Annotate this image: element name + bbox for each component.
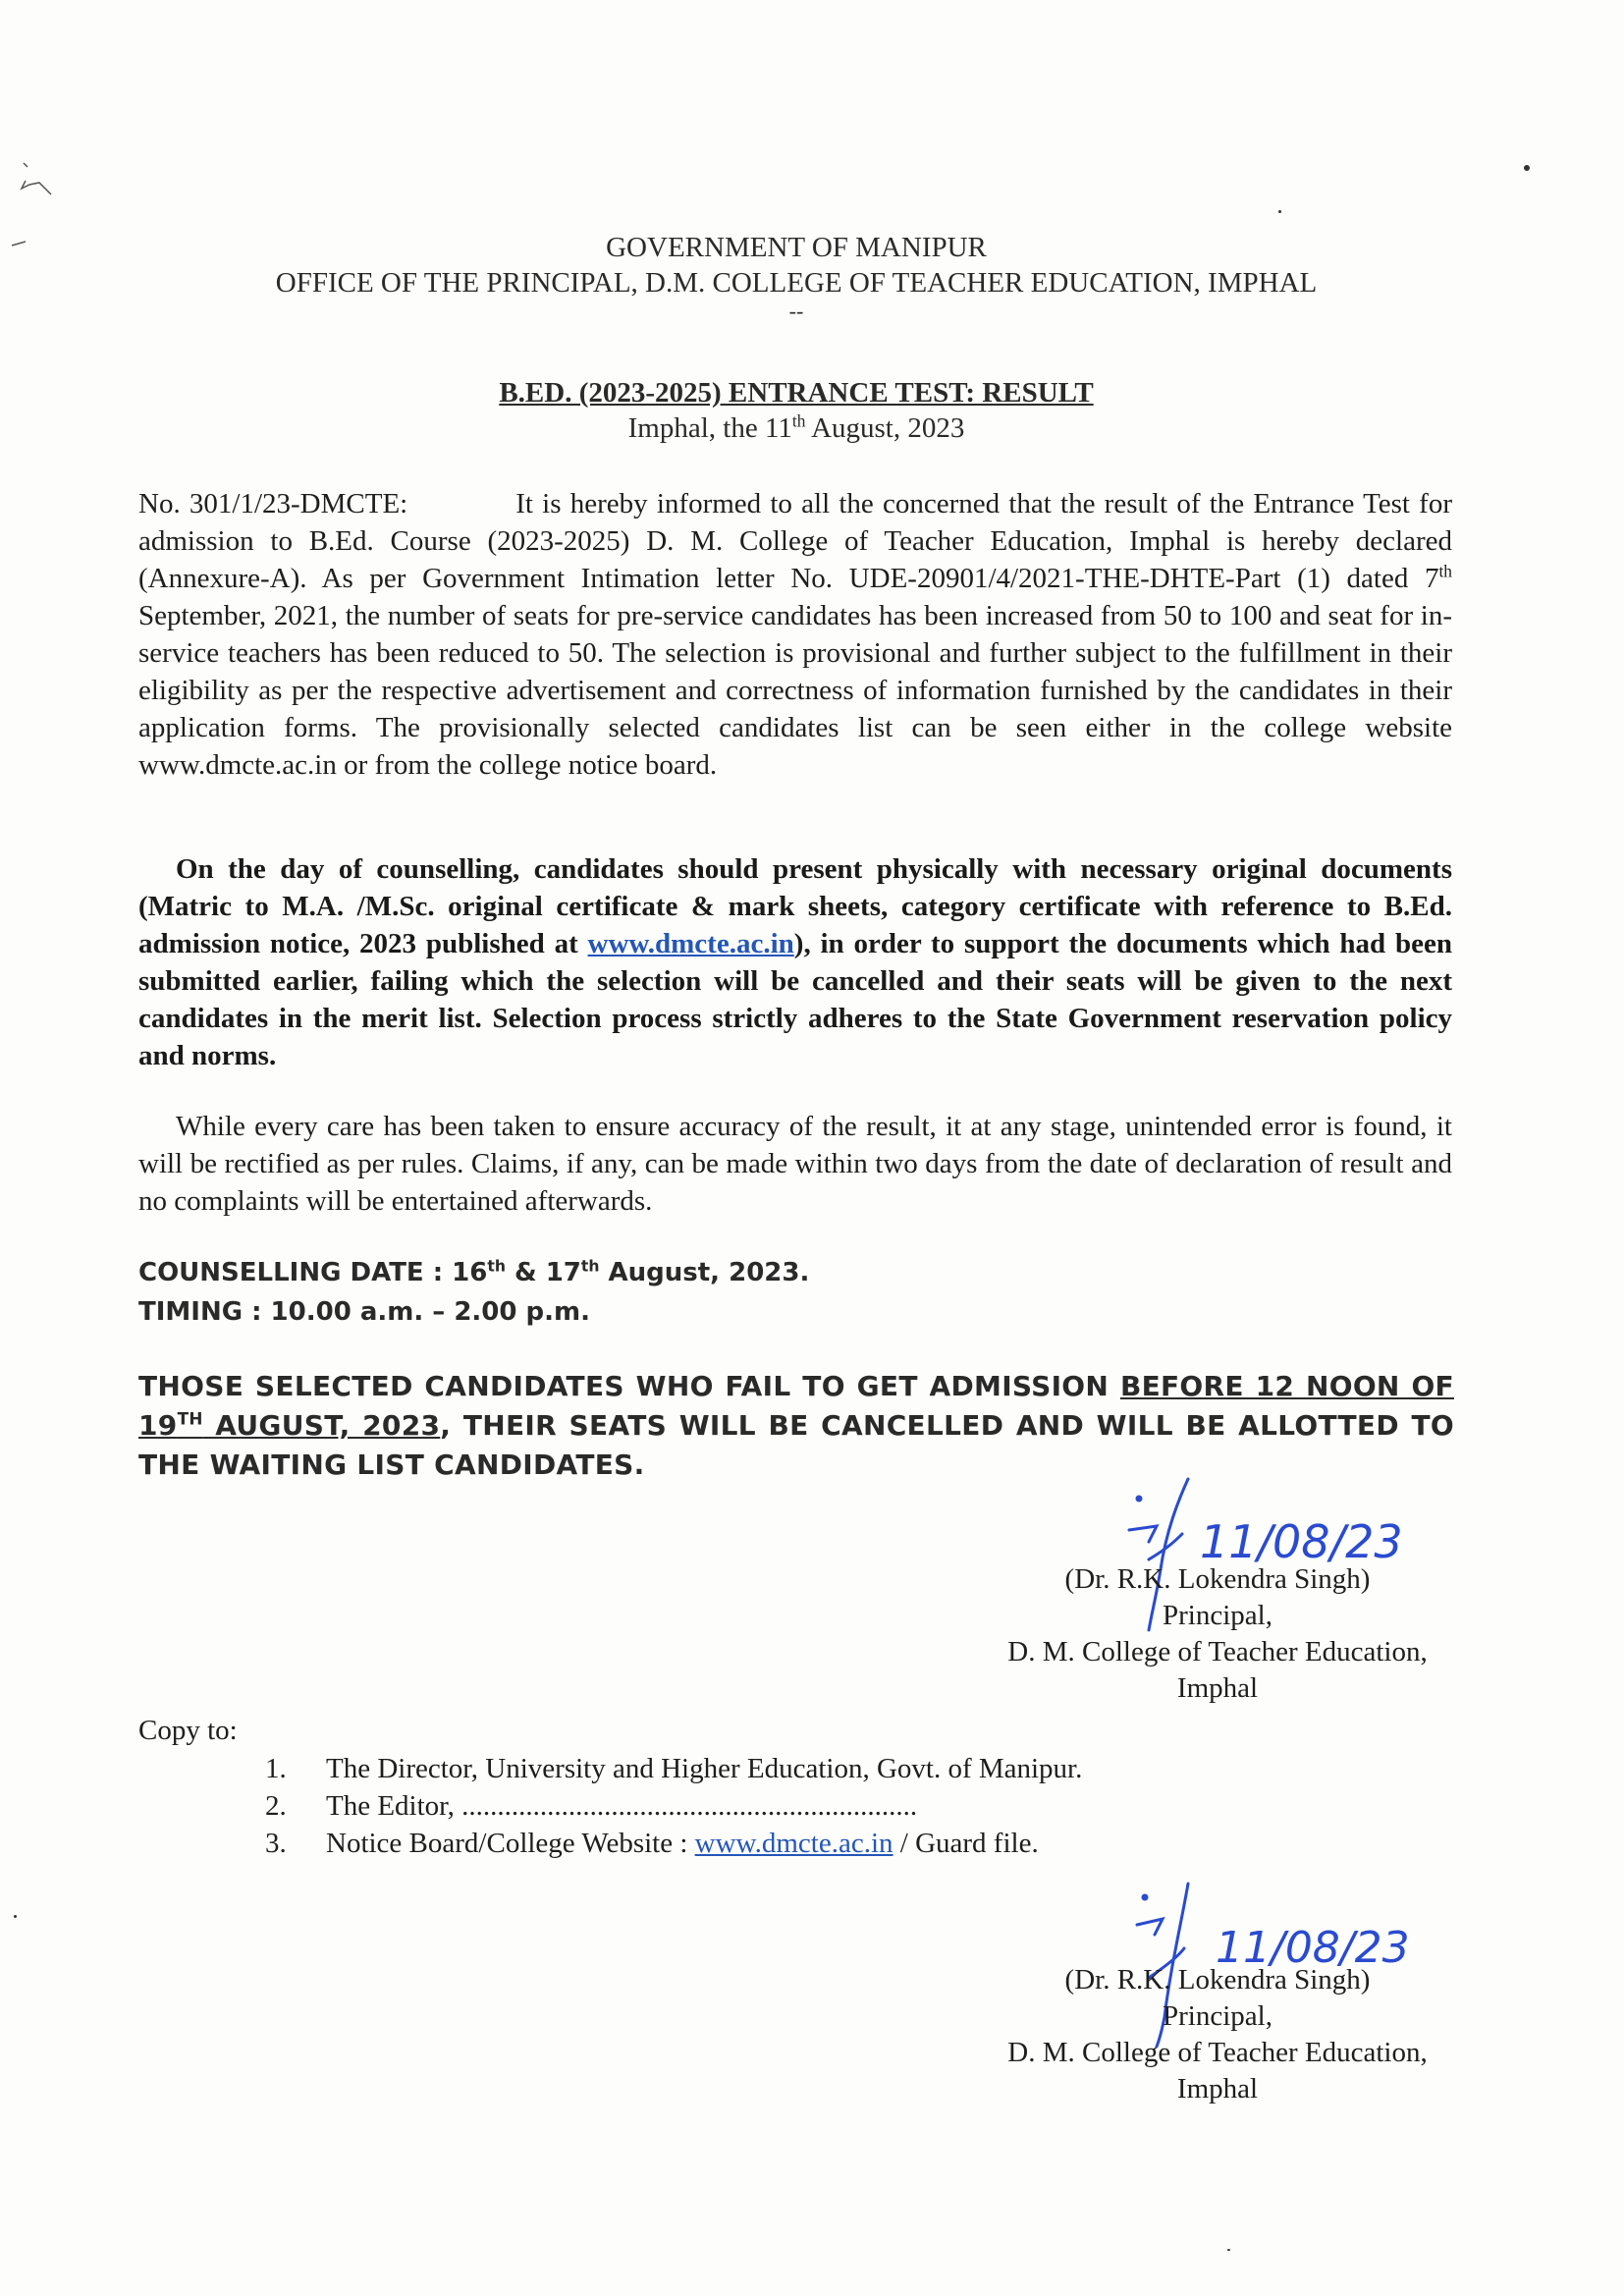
scan-speck <box>14 1915 17 1918</box>
signatory-block-1 <box>972 1561 1463 1707</box>
signatory-place: Imphal <box>1176 2073 1259 2105</box>
signatory-name: (Dr. R.K. Lokendra Singh) <box>1064 1563 1371 1595</box>
website-link[interactable]: www.dmcte.ac.in <box>587 928 794 959</box>
counselling-date-label: COUNSELLING DATE : 16 <box>138 1258 488 1287</box>
counselling-instructions <box>138 850 1452 1074</box>
dateline <box>0 412 1608 445</box>
intro-paragraph <box>138 485 1452 784</box>
signatory-name: (Dr. R.K. Lokendra Singh) <box>1064 1964 1371 1995</box>
signatory-institution: D. M. College of Teacher Education, <box>1007 1636 1428 1667</box>
counselling-timing: TIMING : 10.00 a.m. – 2.00 p.m. <box>138 1297 591 1327</box>
signature-date: 11/08/23 <box>1216 1923 1410 1973</box>
copy-item: 2. The Editor, ................................................................ <box>265 1790 918 1822</box>
warning-deadline: BEFORE 12 NOON OF 19TH AUGUST, 2023 <box>138 1370 1454 1442</box>
dateline-sup: th <box>791 410 806 431</box>
signatory-place: Imphal <box>1176 1672 1259 1704</box>
document-title-wrap <box>0 377 1608 410</box>
signatory-institution: D. M. College of Teacher Education, <box>1007 2037 1428 2068</box>
copy-item: 3. Notice Board/College Website : www.dmcte.ac.in / Guard file. <box>265 1828 1039 1859</box>
signature-date: 11/08/23 <box>1200 1515 1403 1568</box>
intro-text-b: September, 2021, the number of seats for pre-service candidates has been increased from 50 to 100 and seat for in- service teachers has been reduced to 50. The selection is provisional and further subject to the fulfillment in their eligibility as per the respective advertisement and correctness of information furnished by the candidates in their application forms. The provisionally selected candidates list can be seen either in the college website www.dmcte.ac.in or from the college notice board. <box>138 600 1452 781</box>
warning-text-a: THOSE SELECTED CANDIDATES WHO FAIL TO GET ADMISSION <box>138 1370 1120 1402</box>
accuracy-text: While every care has been taken to ensure accuracy of the result, it at any stage, unintended error is found, it will be rectified as per rules. Claims, if any, can be made within two days from the date of declaration of result and no complaints will be entertained afterwards. <box>138 1111 1452 1217</box>
signatory-designation: Principal, <box>1163 1600 1272 1631</box>
instructions-text-b: ), in order to support the documents which had been submitted earlier, failing which the selection will be cancelled and their seats will be given to the next candidates in the merit list. Selection process strictly adheres to the State Government reservation policy and norms. <box>138 928 1452 1071</box>
copy-to-label: Copy to: <box>138 1715 238 1746</box>
admission-deadline-warning <box>138 1367 1454 1485</box>
copy-item: 1. The Director, University and Higher Education, Govt. of Manipur. <box>265 1753 1083 1784</box>
header-office: OFFICE OF THE PRINCIPAL, D.M. COLLEGE OF TEACHER EDUCATION, IMPHAL <box>275 267 1318 299</box>
copy-website-link[interactable]: www.dmcte.ac.in <box>694 1828 893 1859</box>
counselling-date-end: August, 2023. <box>599 1258 810 1287</box>
scan-speck <box>1227 2249 1230 2251</box>
intro-text-a: It is hereby informed to all the concerned that the result of the Entrance Test for admission to B.Ed. Course (2023-2025) D. M. College of Teacher Education, Imphal is hereby declared (Annexure-A). As per Government Intimation letter No. UDE-20901/4/2021-THE-DHTE-Part (1) dated 7 <box>138 488 1452 594</box>
accuracy-disclaimer <box>138 1108 1452 1220</box>
dateline-prefix: Imphal, the 11 <box>627 412 792 444</box>
counselling-date-mid: & 17 <box>505 1258 581 1287</box>
warning-text-b: , THEIR SEATS WILL BE CANCELLED AND WILL BE ALLOTTED TO THE WAITING LIST CANDIDATES. <box>138 1409 1455 1481</box>
signatory-designation: Principal, <box>1163 2000 1272 2032</box>
reference-number: No. 301/1/23-DMCTE: <box>138 488 408 519</box>
scan-speck <box>1278 210 1281 213</box>
scan-speck <box>1524 165 1530 171</box>
document-title: B.ED. (2023-2025) ENTRANCE TEST: RESULT <box>499 377 1094 409</box>
instructions-text-a: On the day of counselling, candidates should present physically with necessary original documents (Matric to M.A. /M.Sc. original certificate & mark sheets, category certificate with reference to B.Ed. admission notice, 2023 published at <box>138 853 1452 959</box>
header-government: GOVERNMENT OF MANIPUR <box>606 232 987 263</box>
counselling-sup2: th <box>580 1257 600 1276</box>
signatory-block-2 <box>972 1962 1463 2107</box>
intro-sup: th <box>1438 561 1452 581</box>
counselling-date <box>138 1253 1454 1292</box>
header-separator: -- <box>788 299 804 323</box>
dateline-suffix: August, 2023 <box>805 412 965 444</box>
copy-to-list <box>265 1750 1082 1862</box>
counselling-sup1: th <box>487 1257 506 1276</box>
